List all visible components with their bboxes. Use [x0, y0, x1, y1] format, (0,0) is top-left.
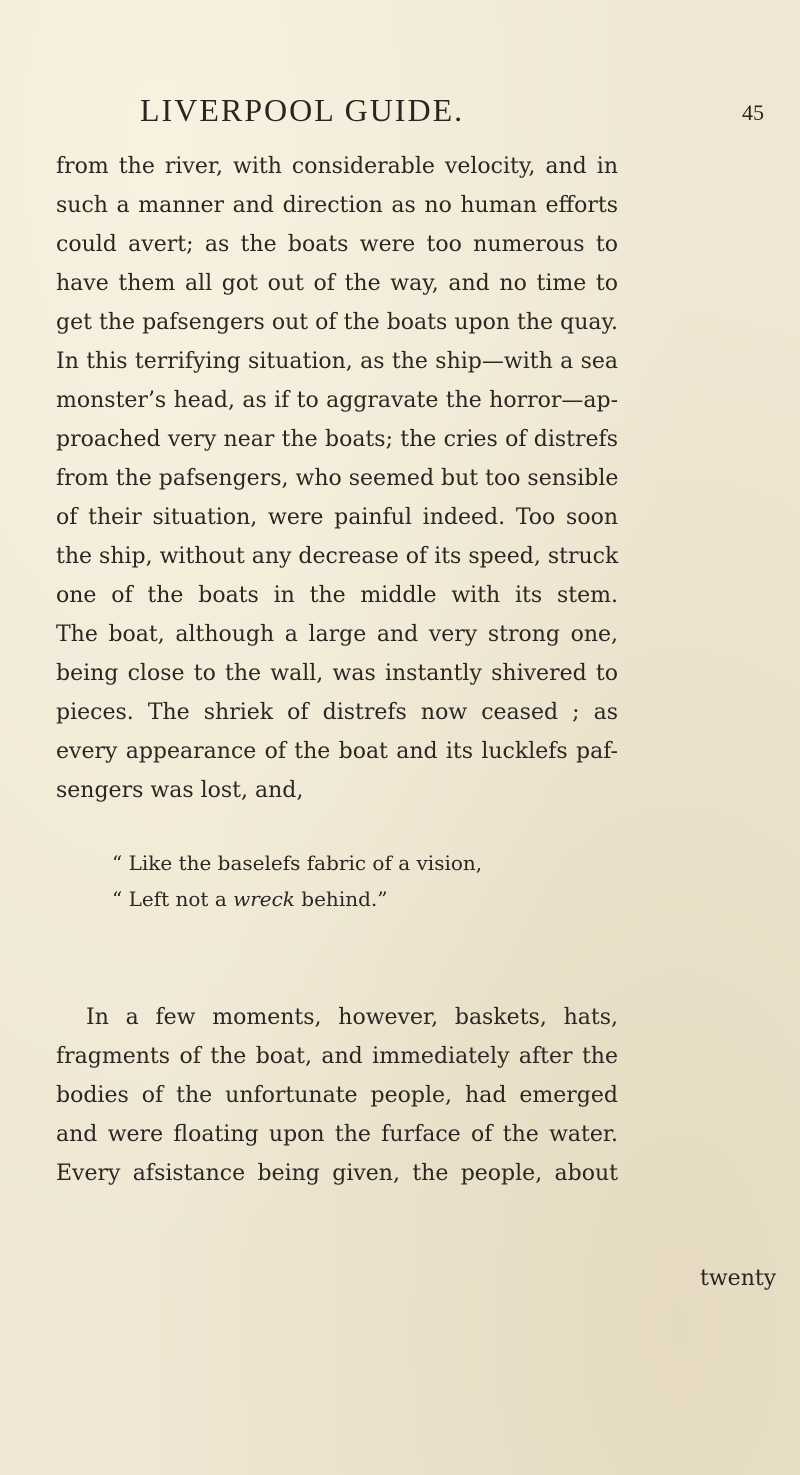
text-line: Every afsistance being given, the people, about — [56, 1161, 618, 1186]
quote-text: behind.” — [294, 887, 388, 911]
text-line: In this terrifying situation, as the ship—with a sea — [56, 349, 618, 374]
quote-italic: wreck — [233, 887, 295, 911]
text-line: get the pafsengers out of the boats upon the quay. — [56, 310, 618, 335]
text-line: and were floating upon the furface of the water. — [56, 1122, 618, 1147]
quote-line: “ Like the baselefs fabric of a vision, — [112, 851, 483, 875]
text-line: sengers was lost, and, — [56, 778, 304, 803]
running-head: LIVERPOOL GUIDE. — [140, 92, 465, 128]
text-line: of their situation, were painful indeed. Too soon — [56, 505, 618, 530]
text-line: one of the boats in the middle with its stem. — [56, 583, 618, 608]
text-line: monster’s head, as if to aggravate the horror—ap- — [56, 388, 618, 413]
text-line: bodies of the unfortunate people, had emerged — [56, 1083, 618, 1108]
text-line: from the pafsengers, who seemed but too sensible — [56, 466, 619, 491]
text-line: proached very near the boats; the cries of distrefs — [56, 427, 618, 452]
text-line: fragments of the boat, and immediately after the — [56, 1044, 618, 1069]
quote-text: “ Left not a — [112, 887, 234, 911]
text-line: pieces. The shriek of distrefs now ceased ; as — [56, 700, 618, 725]
text-line: from the river, with considerable velocity, and in — [56, 154, 618, 179]
text-line: The boat, although a large and very strong one, — [56, 622, 618, 647]
text-line: such a manner and direction as no human efforts — [56, 193, 618, 218]
text-line: the ship, without any decrease of its speed, struck — [56, 544, 619, 569]
quote-line — [112, 886, 387, 912]
text-line: have them all got out of the way, and no time to — [56, 271, 618, 296]
text-line: In a few moments, however, baskets, hats, — [86, 1005, 618, 1030]
page-number: 45 — [742, 100, 764, 125]
text-line: being close to the wall, was instantly shivered to — [56, 661, 618, 686]
catchword: twenty — [700, 1266, 777, 1291]
text-line: every appearance of the boat and its lucklefs paf- — [56, 739, 618, 764]
text-line: could avert; as the boats were too numerous to — [56, 232, 618, 257]
